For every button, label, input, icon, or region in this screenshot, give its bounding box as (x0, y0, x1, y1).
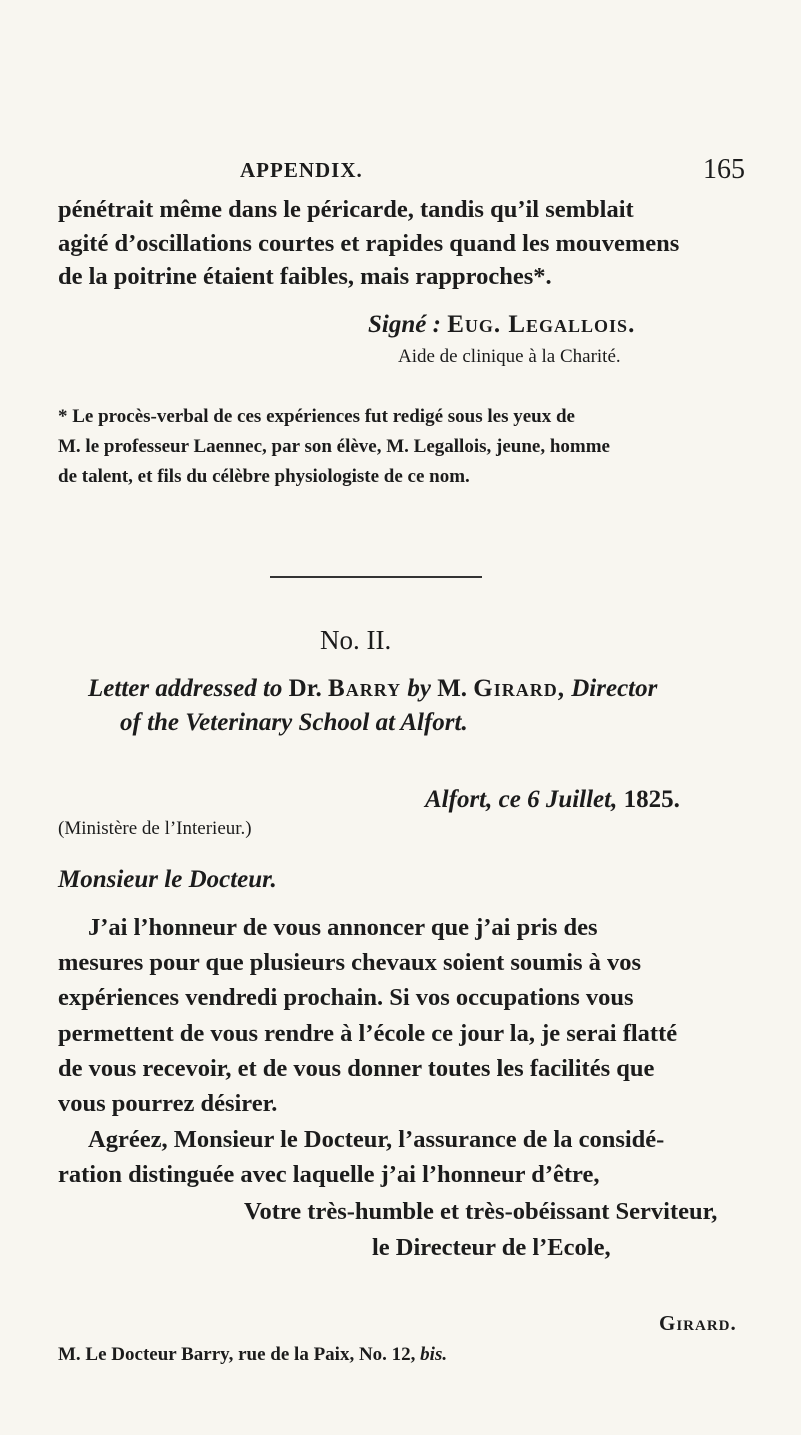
section-heading: No. II. (320, 625, 392, 655)
letter-body-line: vous pourrez désirer. (58, 1090, 278, 1117)
page-number: 165 (703, 154, 745, 185)
title-part: Director (571, 675, 658, 702)
signature-role: Aide de clinique à la Charité. (398, 346, 621, 367)
continuation-line: de la poitrine étaient faibles, mais rapproches*. (58, 263, 552, 290)
salutation: Monsieur le Docteur. (58, 866, 277, 893)
closing-line: le Directeur de l’Ecole, (372, 1234, 611, 1261)
running-head: APPENDIX. (240, 158, 363, 182)
letter-body-line: J’ai l’honneur de vous annoncer que j’ai pris des (88, 914, 598, 941)
letter-body-line: mesures pour que plusieurs chevaux soient soumis à vos (58, 949, 642, 976)
letter-signature: Girard. (659, 1311, 737, 1335)
letter-title-line-1 (88, 675, 657, 703)
address-line (58, 1344, 447, 1366)
letter-body-line: expériences vendredi prochain. Si vos occupations vous (58, 984, 634, 1011)
title-part: Dr. (288, 675, 322, 702)
section-divider (270, 576, 482, 578)
footnote-line: * Le procès-verbal de ces expériences fut redigé sous les yeux de (58, 406, 575, 427)
letter-body-line: Agréez, Monsieur le Docteur, l’assurance de la considé- (88, 1126, 665, 1153)
continuation-line: pénétrait même dans le péricarde, tandis qu’il semblait (58, 196, 634, 223)
letter-body-line: de vous recevoir, et de vous donner toutes les facilités que (58, 1055, 655, 1082)
address-bis: bis. (420, 1344, 448, 1365)
dateline-year: 1825. (623, 786, 680, 813)
title-part: by (407, 675, 431, 702)
address-main: M. Le Docteur Barry, rue de la Paix, No. 12, (58, 1344, 416, 1365)
dateline (425, 786, 680, 814)
title-part: Letter addressed to (88, 675, 283, 702)
ministry-line: (Ministère de l’Interieur.) (58, 818, 252, 839)
continuation-line: agité d’oscillations courtes et rapides quand les mouvemens (58, 230, 680, 257)
closing-line: Votre très-humble et très-obéissant Serviteur, (244, 1198, 718, 1225)
signature-line (368, 311, 635, 339)
title-part: Barry (328, 675, 402, 702)
footnote-line: M. le professeur Laennec, par son élève, M. Legallois, jeune, homme (58, 436, 610, 457)
dateline-place: Alfort, ce 6 Juillet, (425, 786, 618, 813)
signe-label: Signé : (368, 311, 441, 338)
title-part: of the Veterinary School at Alfort. (120, 709, 468, 736)
letter-title-line-2 (120, 709, 468, 737)
signature-name: Eug. Legallois. (447, 311, 636, 338)
letter-body-line: permettent de vous rendre à l’école ce jour la, je serai flatté (58, 1020, 678, 1047)
title-part: M. (437, 675, 468, 702)
footnote-line: de talent, et fils du célèbre physiologiste de ce nom. (58, 466, 470, 487)
title-part: Girard, (473, 675, 565, 702)
letter-body-line: ration distinguée avec laquelle j’ai l’honneur d’être, (58, 1161, 600, 1188)
